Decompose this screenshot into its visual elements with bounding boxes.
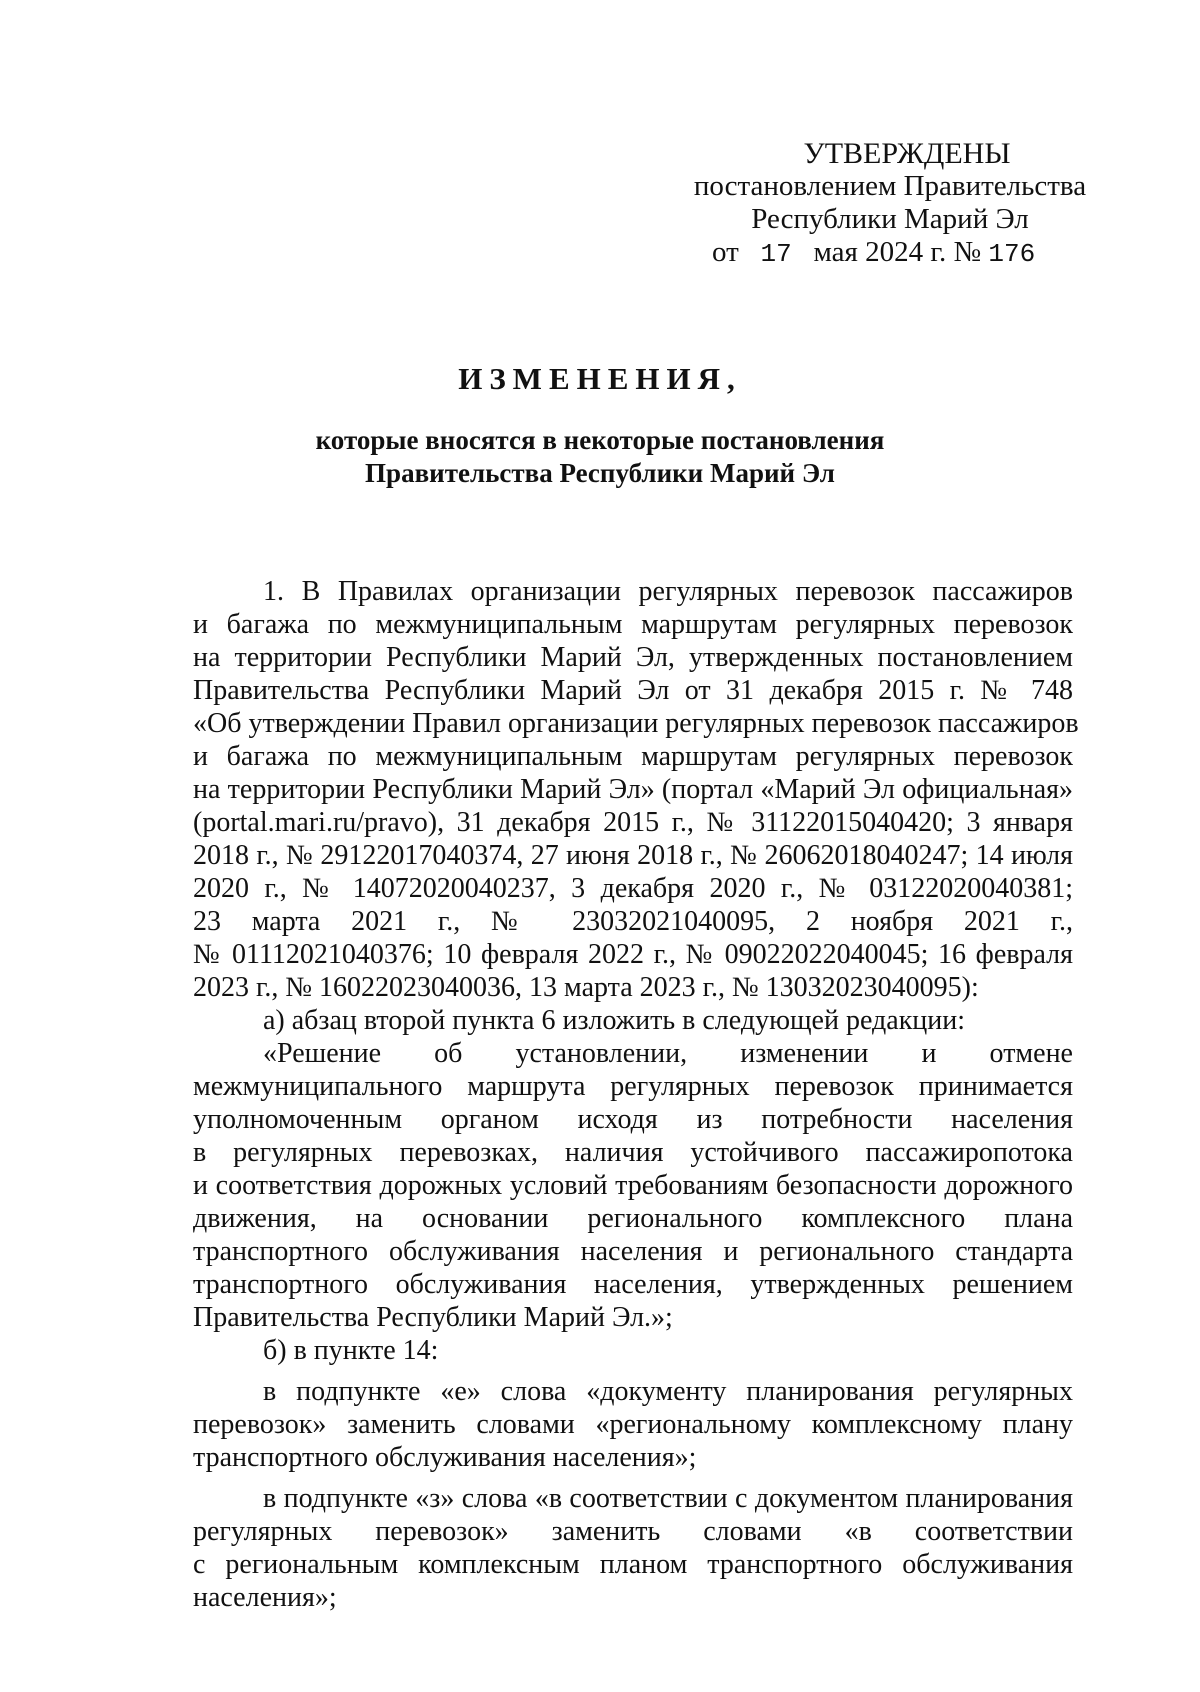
body-line: и соответствия дорожных условий требованиям безопасности дорожного bbox=[193, 1170, 1073, 1201]
document-subtitle bbox=[0, 424, 1200, 490]
approval-heading: УТВЕРЖДЕНЫ bbox=[803, 137, 1011, 170]
body-line: б) в пункте 14: bbox=[263, 1335, 439, 1366]
body-line: 2020 г., № 14072020040237, 3 декабря 2020 г., № 03122020040381; bbox=[193, 873, 1073, 904]
body-line: 2018 г., № 29122017040374, 27 июня 2018 г., № 26062018040247; 14 июля bbox=[193, 840, 1073, 871]
date-prefix: от bbox=[712, 236, 739, 268]
body-line: и багажа по межмуниципальным маршрутам регулярных перевозок bbox=[193, 741, 1073, 772]
body-line: транспортного обслуживания населения, утвержденных решением bbox=[193, 1269, 1073, 1300]
body-line: 2023 г., № 16022023040036, 13 марта 2023 г., № 13032023040095): bbox=[193, 972, 979, 1003]
body-line: «Об утверждении Правил организации регулярных перевозок пассажиров bbox=[193, 708, 1079, 739]
body-line: в подпункте «з» слова «в соответствии с документом планирования bbox=[263, 1483, 1073, 1514]
body-line: транспортного обслуживания населения и регионального стандарта bbox=[193, 1236, 1073, 1267]
body-line: уполномоченным органом исходя из потребности населения bbox=[193, 1104, 1073, 1135]
approval-line-2: Республики Марий Эл bbox=[751, 203, 1029, 235]
body-line: движения, на основании регионального комплексного плана bbox=[193, 1203, 1073, 1234]
body-line: перевозок» заменить словами «региональному комплексному плану bbox=[193, 1409, 1073, 1440]
approval-line-1: постановлением Правительства bbox=[693, 170, 1087, 202]
body-line: на территории Республики Марий Эл, утвержденных постановлением bbox=[193, 642, 1073, 673]
body-line: на территории Республики Марий Эл» (портал «Марий Эл официальная» bbox=[193, 774, 1073, 805]
body-line: регулярных перевозок» заменить словами «в соответствии bbox=[193, 1516, 1073, 1547]
body-line: и багажа по межмуниципальным маршрутам регулярных перевозок bbox=[193, 609, 1073, 640]
body-line: Правительства Республики Марий Эл.»; bbox=[193, 1302, 673, 1333]
body-line: 1. В Правилах организации регулярных перевозок пассажиров bbox=[263, 576, 1073, 607]
subtitle-line-1: которые вносятся в некоторые постановления bbox=[315, 425, 885, 455]
document-body bbox=[193, 575, 1079, 1614]
body-line: межмуниципального маршрута регулярных перевозок принимается bbox=[193, 1071, 1073, 1102]
approval-date-line bbox=[690, 236, 1090, 271]
body-line: с региональным комплексным планом транспортного обслуживания bbox=[193, 1549, 1073, 1580]
body-line: (portal.mari.ru/pravo), 31 декабря 2015 г., № 31122015040420; 3 января bbox=[193, 807, 1073, 838]
document-title: ИЗМЕНЕНИЯ, bbox=[458, 361, 742, 396]
body-line: транспортного обслуживания населения»; bbox=[193, 1442, 697, 1473]
body-line: 23 марта 2021 г., № 23032021040095, 2 ноября 2021 г., bbox=[193, 906, 1073, 937]
document-number: 176 bbox=[988, 239, 1036, 269]
body-line: № 01112021040376; 10 февраля 2022 г., № 09022022040045; 16 февраля bbox=[193, 939, 1073, 970]
date-month-year: мая 2024 г. № bbox=[813, 236, 982, 268]
body-line: в регулярных перевозках, наличия устойчивого пассажиропотока bbox=[193, 1137, 1073, 1168]
body-line: а) абзац второй пункта 6 изложить в следующей редакции: bbox=[263, 1005, 966, 1036]
body-line: Правительства Республики Марий Эл от 31 декабря 2015 г. № 748 bbox=[193, 675, 1073, 706]
subtitle-line-2: Правительства Республики Марий Эл bbox=[365, 458, 835, 488]
approval-stamp-block bbox=[690, 137, 1090, 271]
body-line: «Решение об установлении, изменении и отмене bbox=[263, 1038, 1073, 1069]
body-line: в подпункте «е» слова «документу планирования регулярных bbox=[263, 1376, 1073, 1407]
body-line: населения»; bbox=[193, 1582, 337, 1613]
date-day: 17 bbox=[760, 239, 792, 269]
